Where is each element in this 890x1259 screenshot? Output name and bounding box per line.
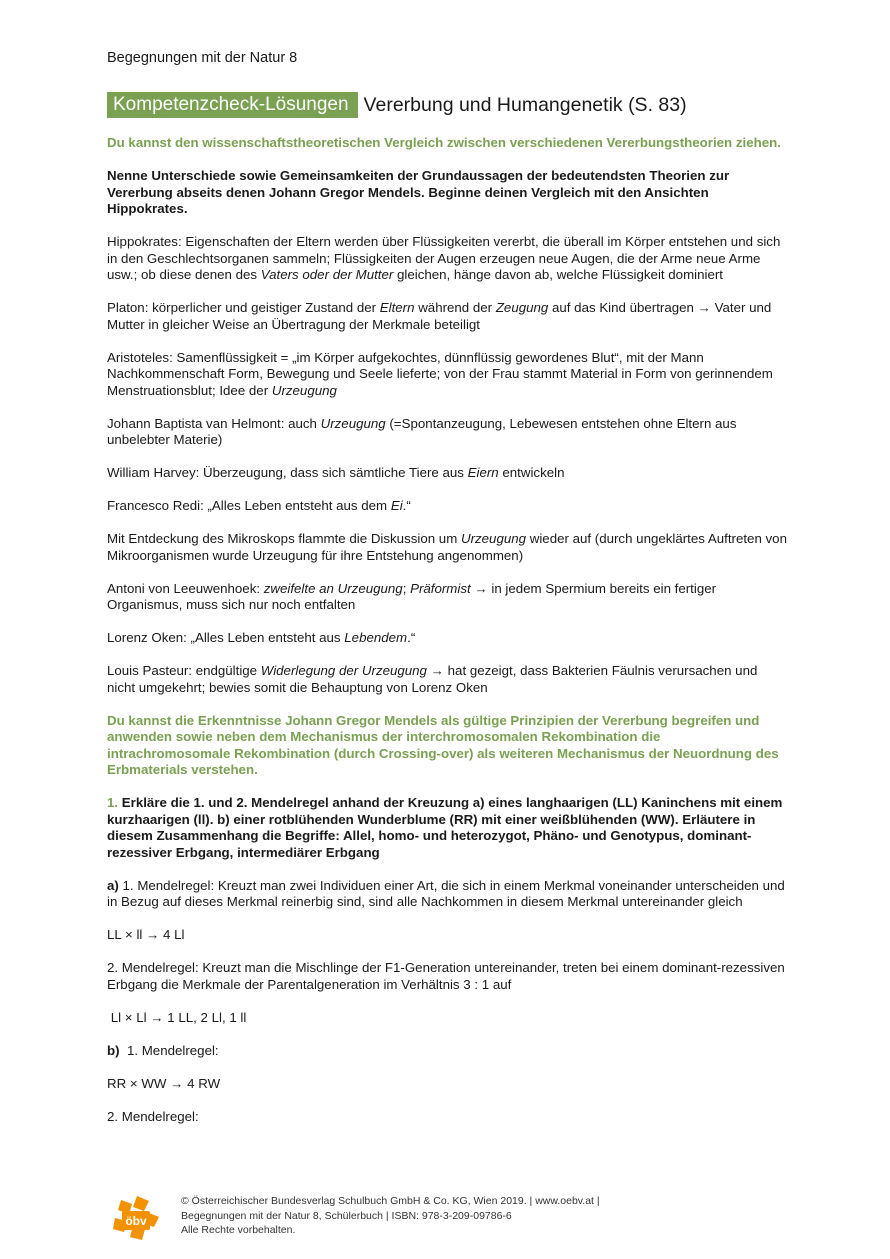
task-prompt-2: 1. Erkläre die 1. und 2. Mendelregel anhand der Kreuzung a) eines langhaarigen (LL) Kaninchens mit einem kurzhaarigen (ll). b) einer rotblühenden Wunderblume (RR) mit einer weißblühenden (WW). Erläutere in diesem Zusammenhang die Begriffe: Allel, homo- und heterozygot, Phäno- und Genotypus, dominant-rezessiver Erbgang, intermediärer Erbgang [107,795,783,860]
paragraph-aristoteles: Aristoteles: Samenflüssigkeit = „im Körper aufgekochtes, dünnflüssig gewordenes Blut“, mit der Mann Nachkommenschaft Form, Bewegung und Seele lieferte; von der Frau stammt Material in Form von gerinnendem Menstruationsblut; Idee der Urzeugung [107,349,773,398]
section-badge: Kompetenzcheck-Lösungen [107,92,358,118]
book-title: Begegnungen mit der Natur 8 [107,50,298,66]
paragraph-platon: Platon: körperlicher und geistiger Zustand der Eltern während der Zeugung auf das Kind übertragen → Vater und Mutter in gleicher Weise an Übertragung der Merkmale beteiligt [107,300,772,332]
footer-line-1: © Österreichischer Bundesverlag Schulbuch GmbH & Co. KG, Wien 2019. | www.oebv.at | [181,1195,600,1207]
competency-goal-1: Du kannst den wissenschaftstheoretischen Vergleich zwischen verschiedenen Vererbungstheorien ziehen. [107,135,781,150]
answer-b-cross1: RR × WW → 4 RW [107,1075,221,1091]
paragraph-helmont: Johann Baptista van Helmont: auch Urzeugung (=Spontanzeugung, Lebewesen entstehen ohne Eltern aus unbelebter Materie) [107,415,737,447]
footer-copyright [181,1194,600,1238]
answer-label-b: b) [107,1042,120,1058]
answer-a-cross2: Ll × Ll → 1 LL, 2 Ll, 1 ll [107,1009,247,1025]
answer-a-cross1: LL × ll → 4 Ll [107,927,185,942]
paragraph-redi: Francesco Redi: „Alles Leben entsteht aus dem Ei.“ [107,498,411,513]
paragraph-oken: Lorenz Oken: „Alles Leben entsteht aus Lebendem.“ [107,630,416,645]
answer-a-rule2: 2. Mendelregel: Kreuzt man die Mischlinge der F1-Generation untereinander, treten bei einem dominant-rezessiven Erbgang die Merkmale der Parentalgeneration im Verhältnis 3 : 1 auf [107,960,785,992]
paragraph-pasteur: Louis Pasteur: endgültige Widerlegung der Urzeugung → hat gezeigt, dass Bakterien Fäulnis verursachen und nicht umgekehrt; bewies somit die Behauptung von Lorenz Oken [107,663,758,695]
answer-label-a: a) [107,877,119,893]
page-footer [113,1194,753,1242]
page-heading [107,92,687,118]
oebv-logo-icon [113,1196,159,1242]
paragraph-leeuwenhoek: Antoni von Leeuwenhoek: zweifelte an Urzeugung; Präformist → in jedem Spermium bereits ein fertiger Organismus, muss sich nur noch entfalten [107,580,717,612]
paragraph-mikroskop: Mit Entdeckung des Mikroskops flammte die Diskussion um Urzeugung wieder auf (durch ungeklärtes Auftreten von Mikroorganismen wurde Urzeugung für ihre Entstehung angenommen) [107,531,787,563]
footer-line-2: Begegnungen mit der Natur 8, Schülerbuch | ISBN: 978-3-209-09786-6 [181,1209,512,1222]
page-title: Vererbung und Humangenetik (S. 83) [363,93,687,116]
document-body [107,135,787,1142]
competency-goal-2: Du kannst die Erkenntnisse Johann Gregor Mendels als gültige Prinzipien der Vererbung begreifen und anwenden sowie neben dem Mechanismus der interchromosomalen Rekombination die intrachromosomale Rekombination (durch Crossing-over) als weiteren Mechanismus der Neuordnung des Erbmaterials verstehen. [107,712,779,777]
footer-line-3: Alle Rechte vorbehalten. [181,1224,296,1236]
answer-b-rule2: 2. Mendelregel: [107,1108,199,1124]
task-number: 1. [107,795,119,810]
task-prompt-1: Nenne Unterschiede sowie Gemeinsamkeiten der Grundaussagen der bedeutendsten Theorien zur Vererbung abseits denen Johann Gregor Mendels. Beginne deinen Vergleich mit den Ansichten Hippokrates. [107,168,730,216]
answer-a-rule1: a) 1. Mendelregel: Kreuzt man zwei Individuen einer Art, die sich in einem Merkmal voneinander unterscheiden und in Bezug auf dieses Merkmal reinerbig sind, sind alle Nachkommen in diesem Merkmal untereinander gleich [107,877,785,909]
paragraph-harvey: William Harvey: Überzeugung, dass sich sämtliche Tiere aus Eiern entwickeln [107,465,565,480]
answer-b-rule1: b) 1. Mendelregel: [107,1042,219,1058]
svg-text:öbv: öbv [125,1214,147,1228]
paragraph-hippokrates: Hippokrates: Eigenschaften der Eltern werden über Flüssigkeiten vererbt, die überall im Körper entstehen und sich in den Geschlechtsorganen sammeln; Flüssigkeiten der Augen erzeugen neue Augen, die der Arme neue Arme usw.; ob diese denen des Vaters oder der Mutter gleichen, hänge davon ab, welche Flüssigkeit dominiert [107,234,781,282]
